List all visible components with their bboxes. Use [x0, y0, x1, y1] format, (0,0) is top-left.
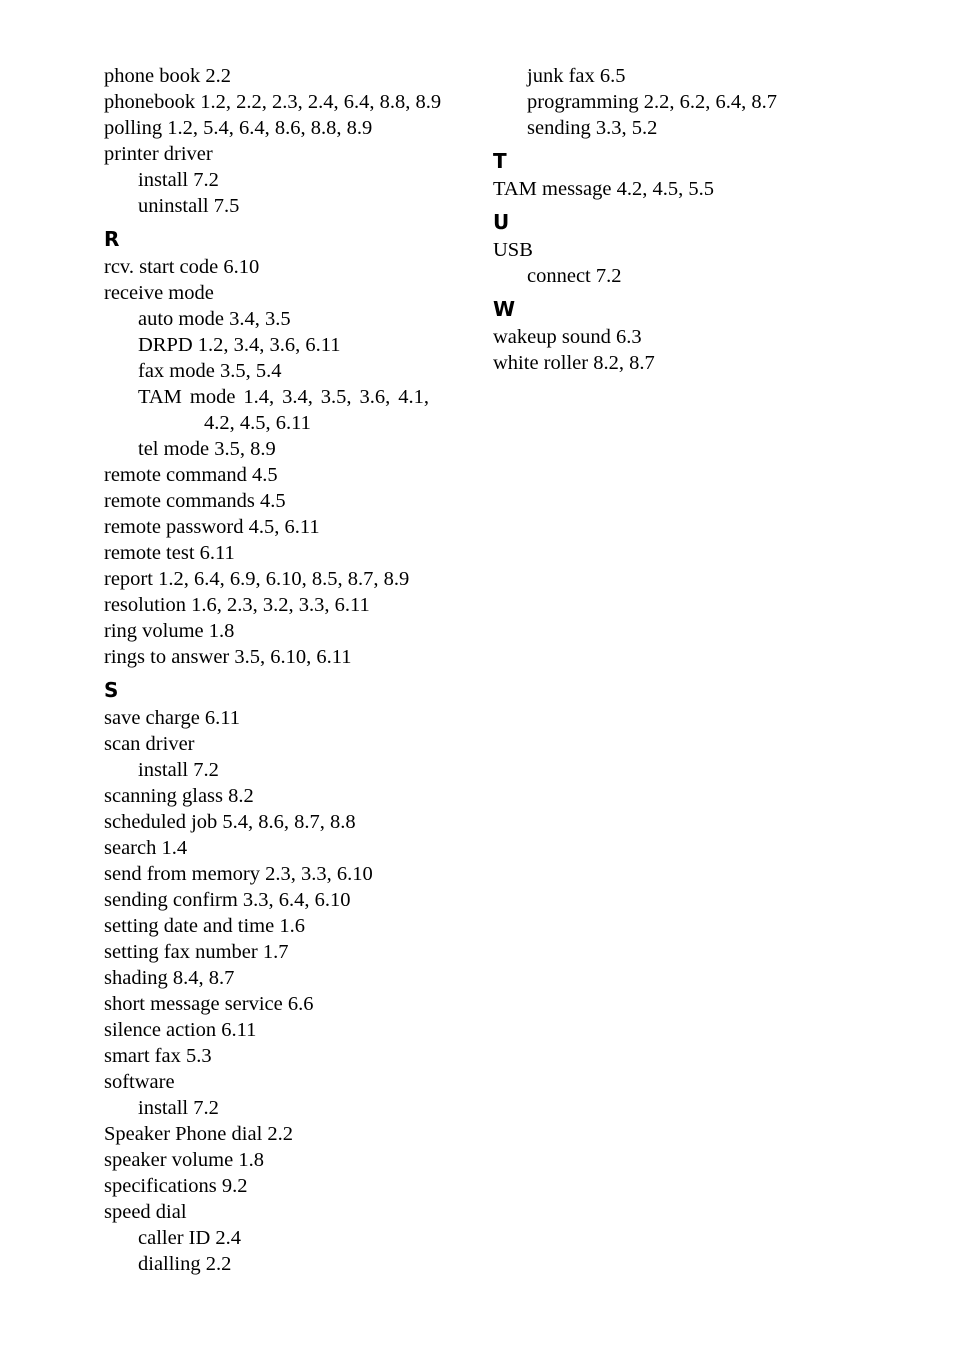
index-entry: remote test 6.11: [104, 542, 235, 564]
index-entry: remote command 4.5: [104, 464, 278, 486]
index-entry: TAM message 4.2, 4.5, 5.5: [493, 178, 714, 200]
index-entry: setting fax number 1.7: [104, 941, 289, 963]
index-subentry: DRPD 1.2, 3.4, 3.6, 6.11: [138, 334, 341, 356]
index-subentry: dialling 2.2: [138, 1253, 232, 1275]
index-subentry: tel mode 3.5, 8.9: [138, 438, 276, 460]
index-subentry: install 7.2: [138, 759, 219, 781]
index-entry: setting date and time 1.6: [104, 915, 305, 937]
index-entry: wakeup sound 6.3: [493, 326, 642, 348]
index-entry: shading 8.4, 8.7: [104, 967, 235, 989]
index-entry: ring volume 1.8: [104, 620, 235, 642]
index-letter-heading: S: [104, 678, 119, 702]
index-entry: remote commands 4.5: [104, 490, 286, 512]
index-entry: scanning glass 8.2: [104, 785, 254, 807]
index-entry: rings to answer 3.5, 6.10, 6.11: [104, 646, 352, 668]
index-entry: send from memory 2.3, 3.3, 6.10: [104, 863, 373, 885]
index-column-left: [104, 63, 469, 1277]
index-subentry: TAM mode 1.4, 3.4, 3.5, 3.6, 4.1, 4.2, 4.5, 6.11: [138, 386, 429, 434]
index-subentry: connect 7.2: [527, 265, 622, 287]
index-entry: USB: [493, 239, 533, 261]
index-entry: report 1.2, 6.4, 6.9, 6.10, 8.5, 8.7, 8.9: [104, 568, 410, 590]
index-letter-heading: W: [493, 297, 516, 321]
index-entry: speaker volume 1.8: [104, 1149, 264, 1171]
index-subentry: caller ID 2.4: [138, 1227, 242, 1249]
index-entry: remote password 4.5, 6.11: [104, 516, 320, 538]
index-entry: polling 1.2, 5.4, 6.4, 8.6, 8.8, 8.9: [104, 117, 373, 139]
index-letter-heading: T: [493, 149, 507, 173]
index-entry: scan driver: [104, 733, 195, 755]
index-entry: scheduled job 5.4, 8.6, 8.7, 8.8: [104, 811, 356, 833]
index-subentry: install 7.2: [138, 1097, 219, 1119]
index-letter-heading: R: [104, 227, 120, 251]
index-entry: sending confirm 3.3, 6.4, 6.10: [104, 889, 351, 911]
index-subentry: uninstall 7.5: [138, 195, 240, 217]
index-subentry: fax mode 3.5, 5.4: [138, 360, 282, 382]
index-column-right: [493, 63, 893, 376]
index-subentry: sending 3.3, 5.2: [527, 117, 658, 139]
index-entry: Speaker Phone dial 2.2: [104, 1123, 294, 1145]
index-entry: search 1.4: [104, 837, 188, 859]
index-entry: silence action 6.11: [104, 1019, 257, 1041]
index-entry: printer driver: [104, 143, 213, 165]
index-entry: phonebook 1.2, 2.2, 2.3, 2.4, 6.4, 8.8, 8.9: [104, 91, 442, 113]
index-subentry: install 7.2: [138, 169, 219, 191]
index-subentry: junk fax 6.5: [527, 65, 626, 87]
index-letter-heading: U: [493, 210, 510, 234]
index-entry: resolution 1.6, 2.3, 3.2, 3.3, 6.11: [104, 594, 370, 616]
index-entry: smart fax 5.3: [104, 1045, 212, 1067]
index-entry: specifications 9.2: [104, 1175, 248, 1197]
index-entry: speed dial: [104, 1201, 187, 1223]
index-entry: rcv. start code 6.10: [104, 256, 260, 278]
index-entry: short message service 6.6: [104, 993, 314, 1015]
index-entry: phone book 2.2: [104, 65, 231, 87]
index-entry: white roller 8.2, 8.7: [493, 352, 655, 374]
index-entry: save charge 6.11: [104, 707, 241, 729]
index-entry: receive mode: [104, 282, 214, 304]
index-subentry: programming 2.2, 6.2, 6.4, 8.7: [527, 91, 777, 113]
index-entry: software: [104, 1071, 175, 1093]
index-subentry: auto mode 3.4, 3.5: [138, 308, 291, 330]
